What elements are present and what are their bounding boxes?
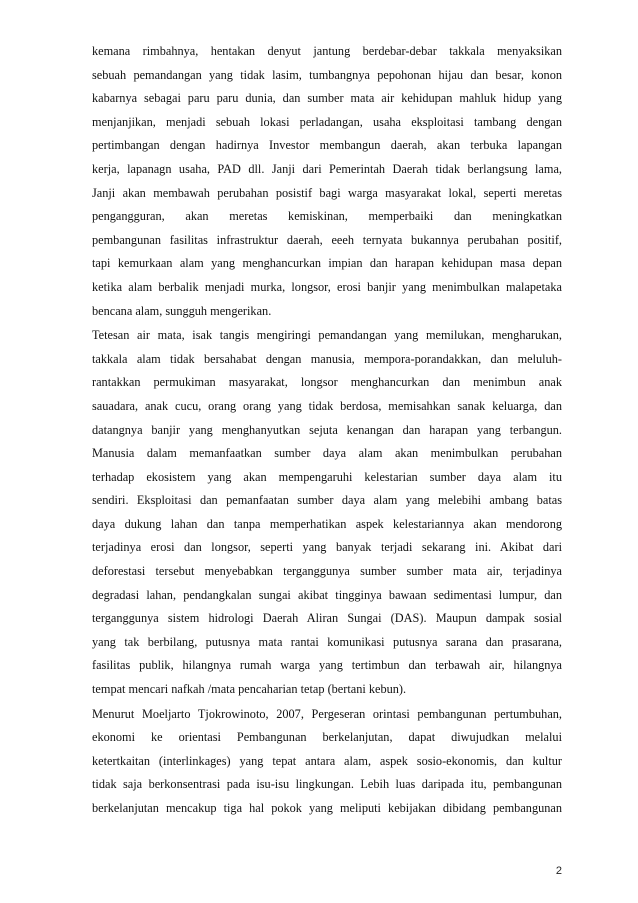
text-line: rantakkan permukiman masyarakat, longsor menghancurkan dan menimbun anak [92, 375, 562, 390]
text-line: menjanjikan, menjadi sebuah lokasi perladangan, usaha eksploitasi tambang dengan [92, 114, 562, 129]
body-text [92, 40, 562, 822]
text-line: terhadap ekosistem yang akan mempengaruhi kelestarian sumber daya alam itu [92, 469, 562, 484]
text-line: ketika alam berbalik menjadi murka, longsor, erosi banjir yang menimbulkan malapetaka [92, 279, 562, 294]
page-number: 2 [555, 865, 562, 877]
text-line: deforestasi tersebut menyebabkan terganggunya sumber sumber mata air, terjadinya [92, 564, 562, 579]
text-line: sendiri. Eksploitasi dan pemanfaatan sumber daya alam yang melebihi ambang batas [92, 493, 562, 508]
text-line: takkala alam tidak bersahabat dengan manusia, mempora-porandakkan, dan meluluh- [92, 351, 562, 366]
text-line: sauadara, anak cucu, orang orang yang tidak berdosa, memisahkan sanak keluarga, dan [92, 398, 562, 413]
text-line: fasilitas publik, hilangnya rumah warga yang tertimbun dan terbawah air, hilangnya [92, 658, 562, 673]
paragraph-2 [92, 324, 562, 702]
text-line: pembangunan fasilitas infrastruktur daerah, eeeh ternyata bukannya perubahan positif, [92, 232, 562, 247]
text-line: datangnya banjir yang menghanyutkan sejuta kenangan dan harapan yang terbangun. [92, 422, 562, 437]
text-line: daya dukung lahan dan tanpa memperhatikan aspek kelestariannya akan mendorong [92, 516, 562, 531]
text-line: Menurut Moeljarto Tjokrowinoto, 2007, Pergeseran orintasi pembangunan pertumbuhan, [92, 706, 562, 721]
text-line: terganggunya sistem hidrologi Daerah Aliran Sungai (DAS). Maupun dampak sosial [92, 611, 562, 626]
text-line: terjadinya erosi dan longsor, seperti yang banyak terjadi sekarang ini. Akibat dari [92, 540, 562, 555]
text-line: sebuah pemandangan yang tidak lasim, tumbangnya pepohonan hijau dan besar, konon [92, 67, 562, 82]
text-line: tidak saja berkonsentrasi pada isu-isu lingkungan. Lebih luas daripada itu, pembangunan [92, 777, 562, 792]
paragraph-1 [92, 40, 562, 323]
text-line: Janji akan membawah perubahan posistif bagi warga masyarakat lokal, seperti meretas [92, 185, 562, 200]
text-line: tapi kemurkaan alam yang menghancurkan impian dan harapan kehidupan masa depan [92, 256, 562, 271]
text-line: tempat mencari nafkah /mata pencaharian tetap (bertani kebun). [92, 682, 407, 697]
text-line: ketertkaitan (interlinkages) yang tepat antara alam, aspek sosio-ekonomis, dan kultur [92, 753, 562, 768]
text-line: pertimbangan dengan hadirnya Investor membangun daerah, akan terbuka lapangan [92, 138, 562, 153]
text-line: degradasi lahan, pendangkalan sungai akibat tingginya bawaan sedimentasi lumpur, dan [92, 587, 562, 602]
text-line: kemana rimbahnya, hentakan denyut jantung berdebar-debar takkala menyaksikan [92, 44, 562, 58]
text-line: yang tak berbilang, putusnya mata rantai komunikasi putusnya sarana dan prasarana, [92, 634, 562, 649]
text-line: Tetesan air mata, isak tangis mengiringi pemandangan yang memilukan, mengharukan, [92, 328, 562, 343]
text-line: ekonomi ke orientasi Pembangunan berkelanjutan, dapat diwujudkan melalui [92, 730, 562, 745]
text-line: bencana alam, sungguh mengerikan. [92, 303, 272, 318]
text-line: kabarnya sebagai paru paru dunia, dan sumber mata air kehidupan mahluk hidup yang [92, 91, 562, 106]
text-line: pengangguran, akan meretas kemiskinan, memperbaiki dan meningkatkan [92, 209, 562, 224]
text-line: berkelanjutan mencakup tiga hal pokok yang meliputi kebijakan dibidang pembangunan [92, 801, 562, 815]
paragraph-3 [92, 703, 562, 821]
text-line: Manusia dalam memanfaatkan sumber daya alam akan menimbulkan perubahan [92, 446, 562, 461]
text-line: kerja, lapanagn usaha, PAD dll. Janji dari Pemerintah Daerah tidak berlangsung lama, [92, 161, 562, 176]
